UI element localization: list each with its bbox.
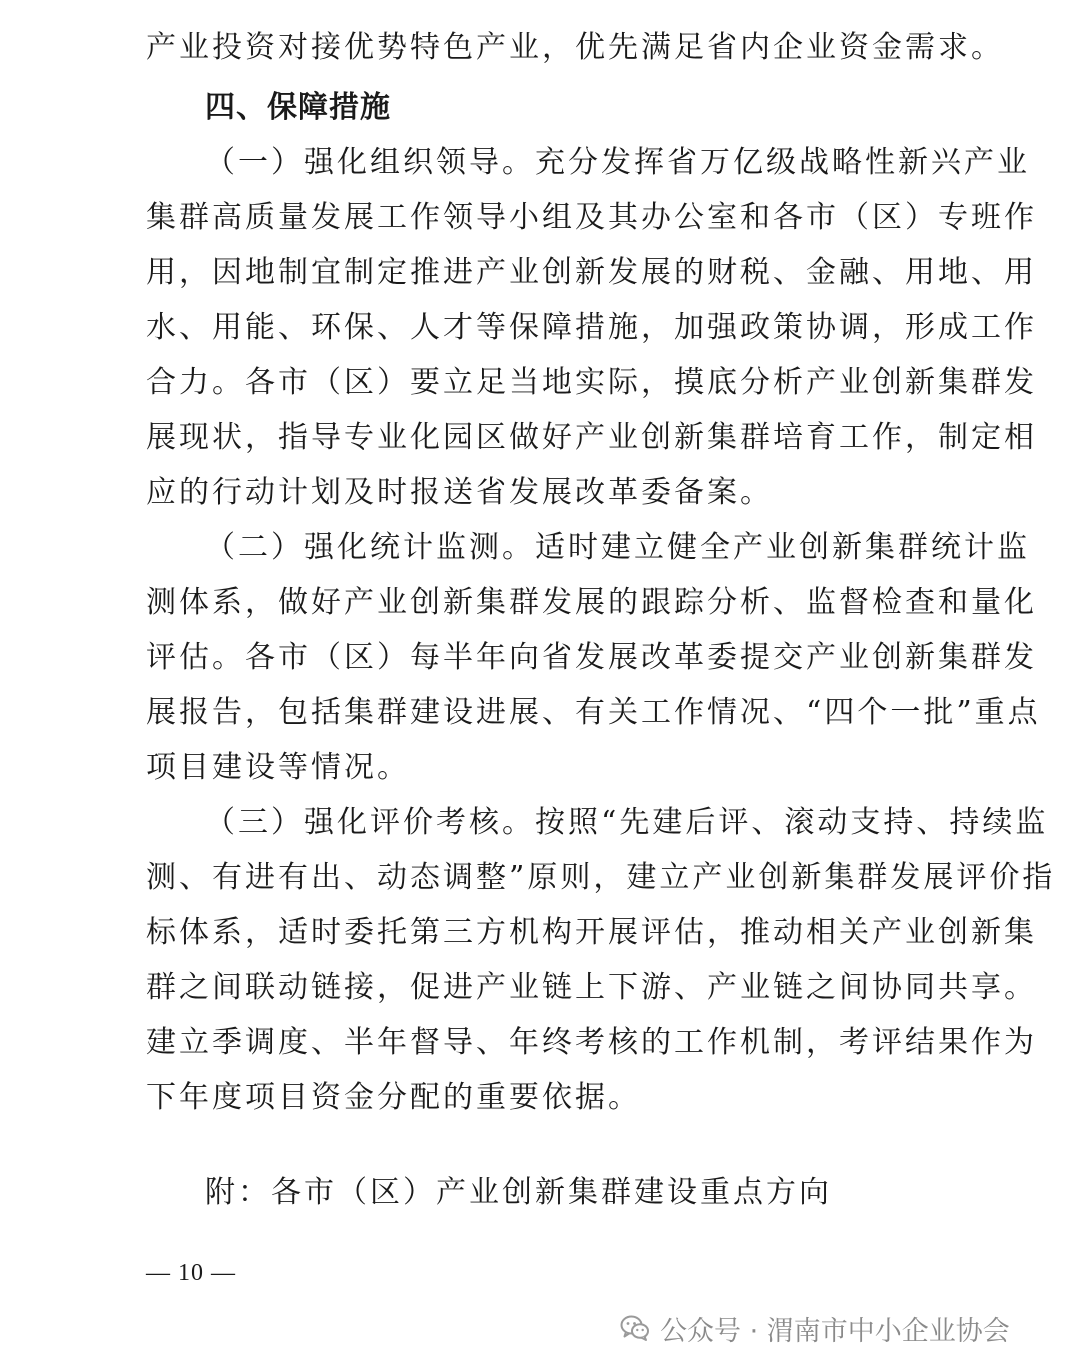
section-heading: 四、保障措施 [205, 90, 391, 125]
wechat-icon [620, 1314, 650, 1342]
watermark-text: 公众号 · 渭南市中小企业协会 [660, 1315, 1010, 1347]
body-line: 展报告，包括集群建设进展、有关工作情况、“四个一批”重点 [146, 695, 1041, 730]
body-line: 测、有进有出、动态调整”原则，建立产业创新集群发展评价指 [146, 860, 1056, 895]
body-line: 集群高质量发展工作领导小组及其办公室和各市（区）专班作 [146, 200, 1037, 235]
paragraph-2-first-line: （二）强化统计监测。适时建立健全产业创新集群统计监 [205, 530, 1030, 565]
paragraph-3-first-line: （三）强化评价考核。按照“先建后评、滚动支持、持续监 [205, 805, 1049, 840]
body-line: 标体系，适时委托第三方机构开展评估，推动相关产业创新集 [146, 915, 1037, 950]
body-line: 评估。各市（区）每半年向省发展改革委提交产业创新集群发 [146, 640, 1037, 675]
body-line: 展现状，指导专业化园区做好产业创新集群培育工作，制定相 [146, 420, 1037, 455]
body-line: 产业投资对接优势特色产业，优先满足省内企业资金需求。 [146, 30, 1004, 65]
body-line: 合力。各市（区）要立足当地实际，摸底分析产业创新集群发 [146, 365, 1037, 400]
body-line: 用，因地制宜制定推进产业创新发展的财税、金融、用地、用 [146, 255, 1037, 290]
body-line: 群之间联动链接，促进产业链上下游、产业链之间协同共享。 [146, 970, 1037, 1005]
body-line: 水、用能、环保、人才等保障措施，加强政策协调，形成工作 [146, 310, 1037, 345]
page-number: — 10 — [146, 1260, 236, 1286]
attachment-note: 附：各市（区）产业创新集群建设重点方向 [205, 1175, 832, 1210]
body-line: 测体系，做好产业创新集群发展的跟踪分析、监督检查和量化 [146, 585, 1037, 620]
body-line: 项目建设等情况。 [146, 750, 410, 785]
paragraph-1-first-line: （一）强化组织领导。充分发挥省万亿级战略性新兴产业 [205, 145, 1030, 180]
body-line: 应的行动计划及时报送省发展改革委备案。 [146, 475, 773, 510]
wechat-watermark [620, 1308, 1010, 1348]
body-line: 下年度项目资金分配的重要依据。 [146, 1080, 641, 1115]
body-line: 建立季调度、半年督导、年终考核的工作机制，考评结果作为 [146, 1025, 1037, 1060]
